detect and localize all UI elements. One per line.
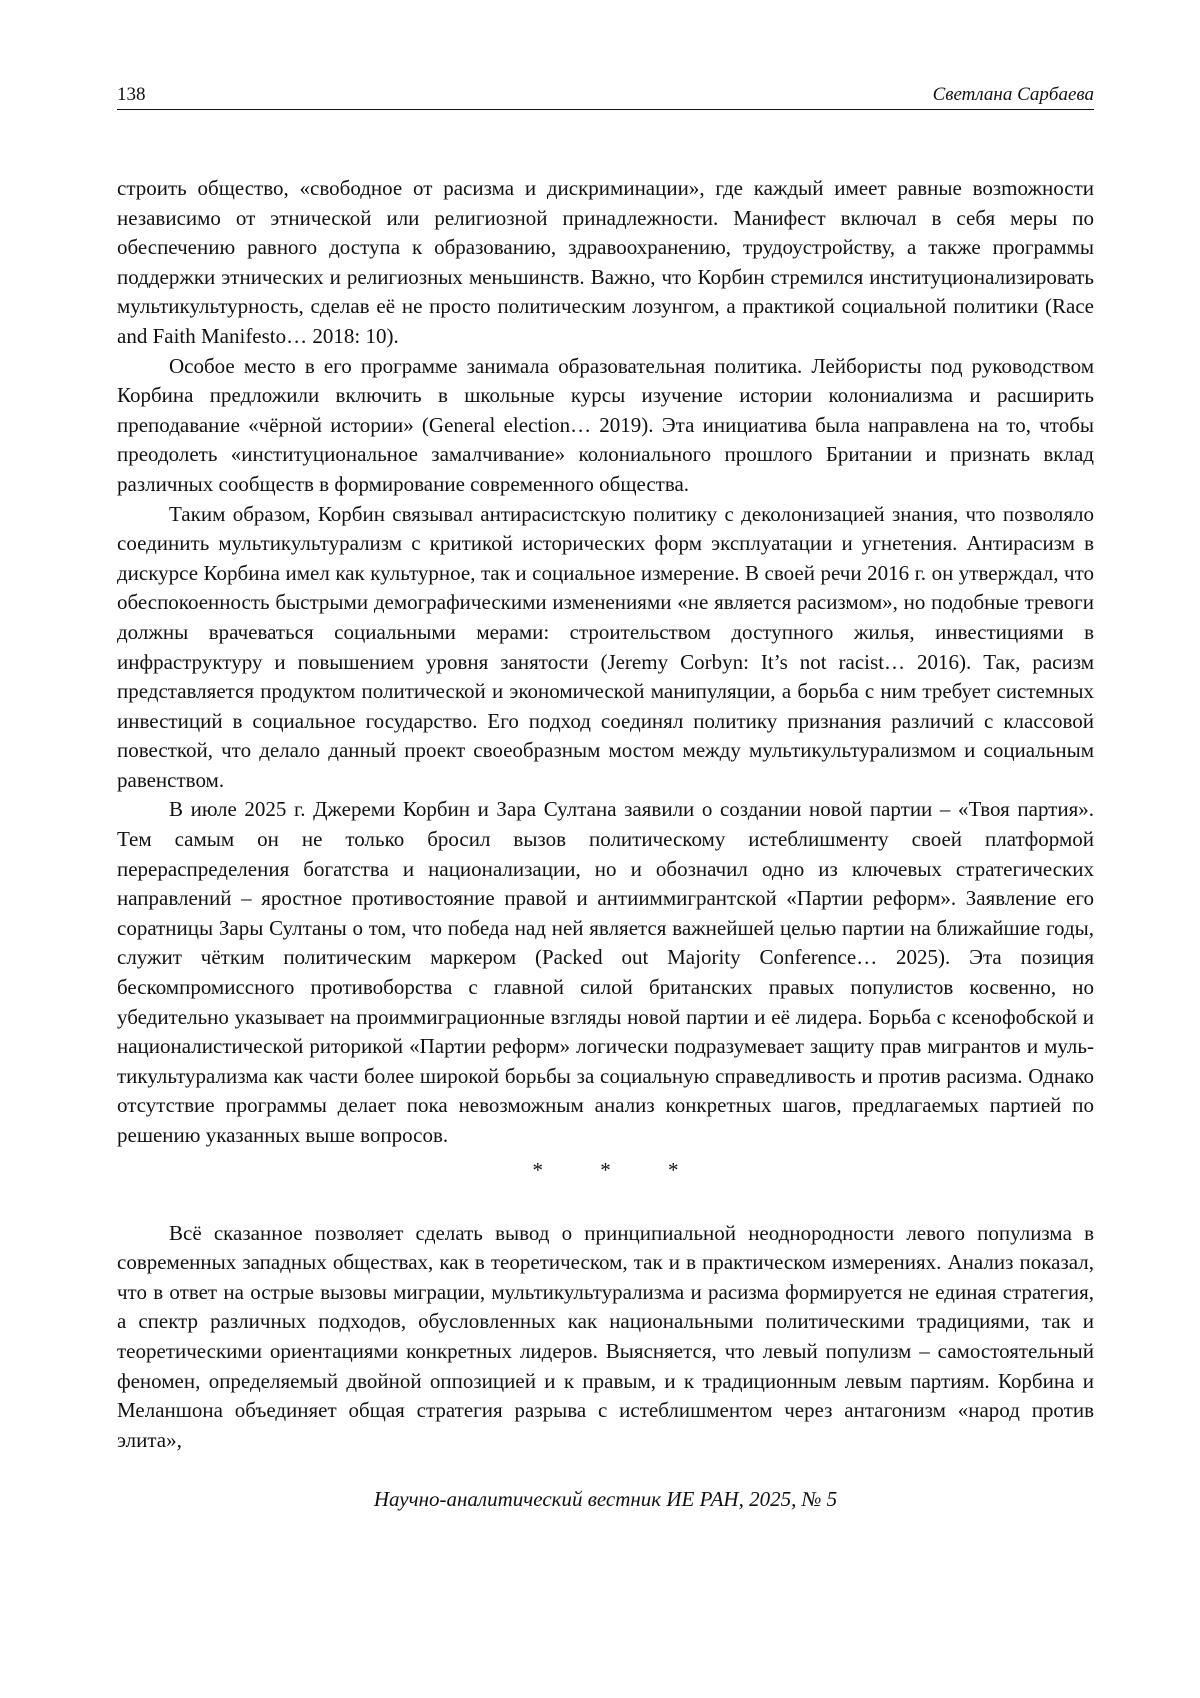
page bbox=[117, 84, 1094, 1455]
paragraph-continued: строить общество, «свободное от расизма и дискриминации», где каждый имеет равные возmожности независимо от этнической или религиозной принадлежности. Манифест включал в себя меры по обеспечению равного доступа к образованию, здравоохранению, трудоустройству, а также программы поддержки этнических и религиозных меньшинств. Важно, что Корбин стремился институционализировать мультикультурность, сделав её не просто политическим лозунгом, а практикой социальной политики (Race and Faith Manifesto… 2018: 10). bbox=[117, 176, 1094, 348]
article-body bbox=[117, 174, 1094, 1455]
paragraph-new-party: В июле 2025 г. Джереми Корбин и Зара Султана заявили о создании новой партии – «Твоя партия». Тем самым он не только бросил вызов политическому истеблишменту своей платформой перераспределения богатства и национализации, но и обозначил одно из ключевых стратегических направлений – яростное противостояние правой и антииммигрантской «Партии реформ». Заявление его соратницы Зары Султаны о том, что победа над ней является важнейшей целью партии на ближайшие годы, служит чётким политическим маркером (Packed out Majority Conference… 2025). Эта позиция бескомпромиссного противоборства с главной силой британских правых популистов косвенно, но убедительно указывает на проиммиграционные взгляды новой партии и её лидера. Борьба с ксенофобской и националистической риторикой «Партии реформ» логически подразумевает защиту прав мигрантов и мультикультурализма как части более широкой борьбы за социальную справедливость и против расизма. Однако отсутствие программы делает пока невозможным анализ конкретных шагов, предлагаемых партией по решению указанных выше вопросов. bbox=[117, 797, 1094, 1147]
asterisk: * bbox=[532, 1157, 543, 1182]
author-name: Светлана Сарбаева bbox=[932, 84, 1094, 105]
section-separator bbox=[117, 1155, 1094, 1185]
paragraph-conclusion: Всё сказанное позволяет сделать вывод о принципиальной неоднородности левого популизма в современных западных обществах, как в теоретическом, так и в практическом измерениях. Анализ показал, что в ответ на острые вызовы миграции, мультикультурализма и расизма формируется не единая стратегия, а спектр различных подходов, обусловленных как национальными политическими традициями, так и теоретическими ориентациями конкретных лидеров. Выясняется, что левый популизм – самостоятельный феномен, определяемый двойной оппозицией и к правым, и к традиционным левым партиям. Корбина и Меланшона объединяет общая стратегия разрыва с истеблишментом через антагонизм «народ против элита», bbox=[117, 1220, 1094, 1452]
asterisk: * bbox=[668, 1157, 679, 1182]
page-number: 138 bbox=[117, 84, 146, 105]
paragraph-antiracism: Таким образом, Корбин связывал антирасистскую политику с деколонизацией знания, что позволяло соединить мультикультурализм с критикой исторических форм эксплуатации и угнетения. Антирасизм в дискурсе Корбина имел как культурное, так и социальное измерение. В своей речи 2016 г. он утверждал, что обеспокоенность быстрыми демографическими изменениями «не является расизмом», но подобные тревоги должны врачеваться социальными мерами: строительством доступного жилья, инвестициями в инфраструктуру и повышением уровня занятости (Jeremy Corbyn: It’s not racist… 2016). Так, расизм представляется продуктом политической и экономической манипуляции, а борьба с ним требует системных инвестиций в социальное государство. Его подход соединял политику признания различий с классовой повесткой, что делало данный проект своеобразным мостом между мультикультурализмом и социальным равенством. bbox=[117, 501, 1094, 792]
running-header bbox=[117, 84, 1094, 110]
journal-footer: Научно-аналитический вестник ИЕ РАН, 2025, № 5 bbox=[373, 1487, 838, 1511]
asterisk: * bbox=[600, 1157, 611, 1182]
paragraph-education-policy: Особое место в его программе занимала образовательная политика. Лейбористы под руководством Корбина предложили включить в школьные курсы изучение истории колониализма и расширить преподавание «чёрной истории» (General election… 2019). Эта инициатива была направлена на то, чтобы преодолеть «институциональное замалчивание» колониального прошлого Британии и признать вклад различных сообществ в формирование современного общества. bbox=[117, 353, 1094, 496]
